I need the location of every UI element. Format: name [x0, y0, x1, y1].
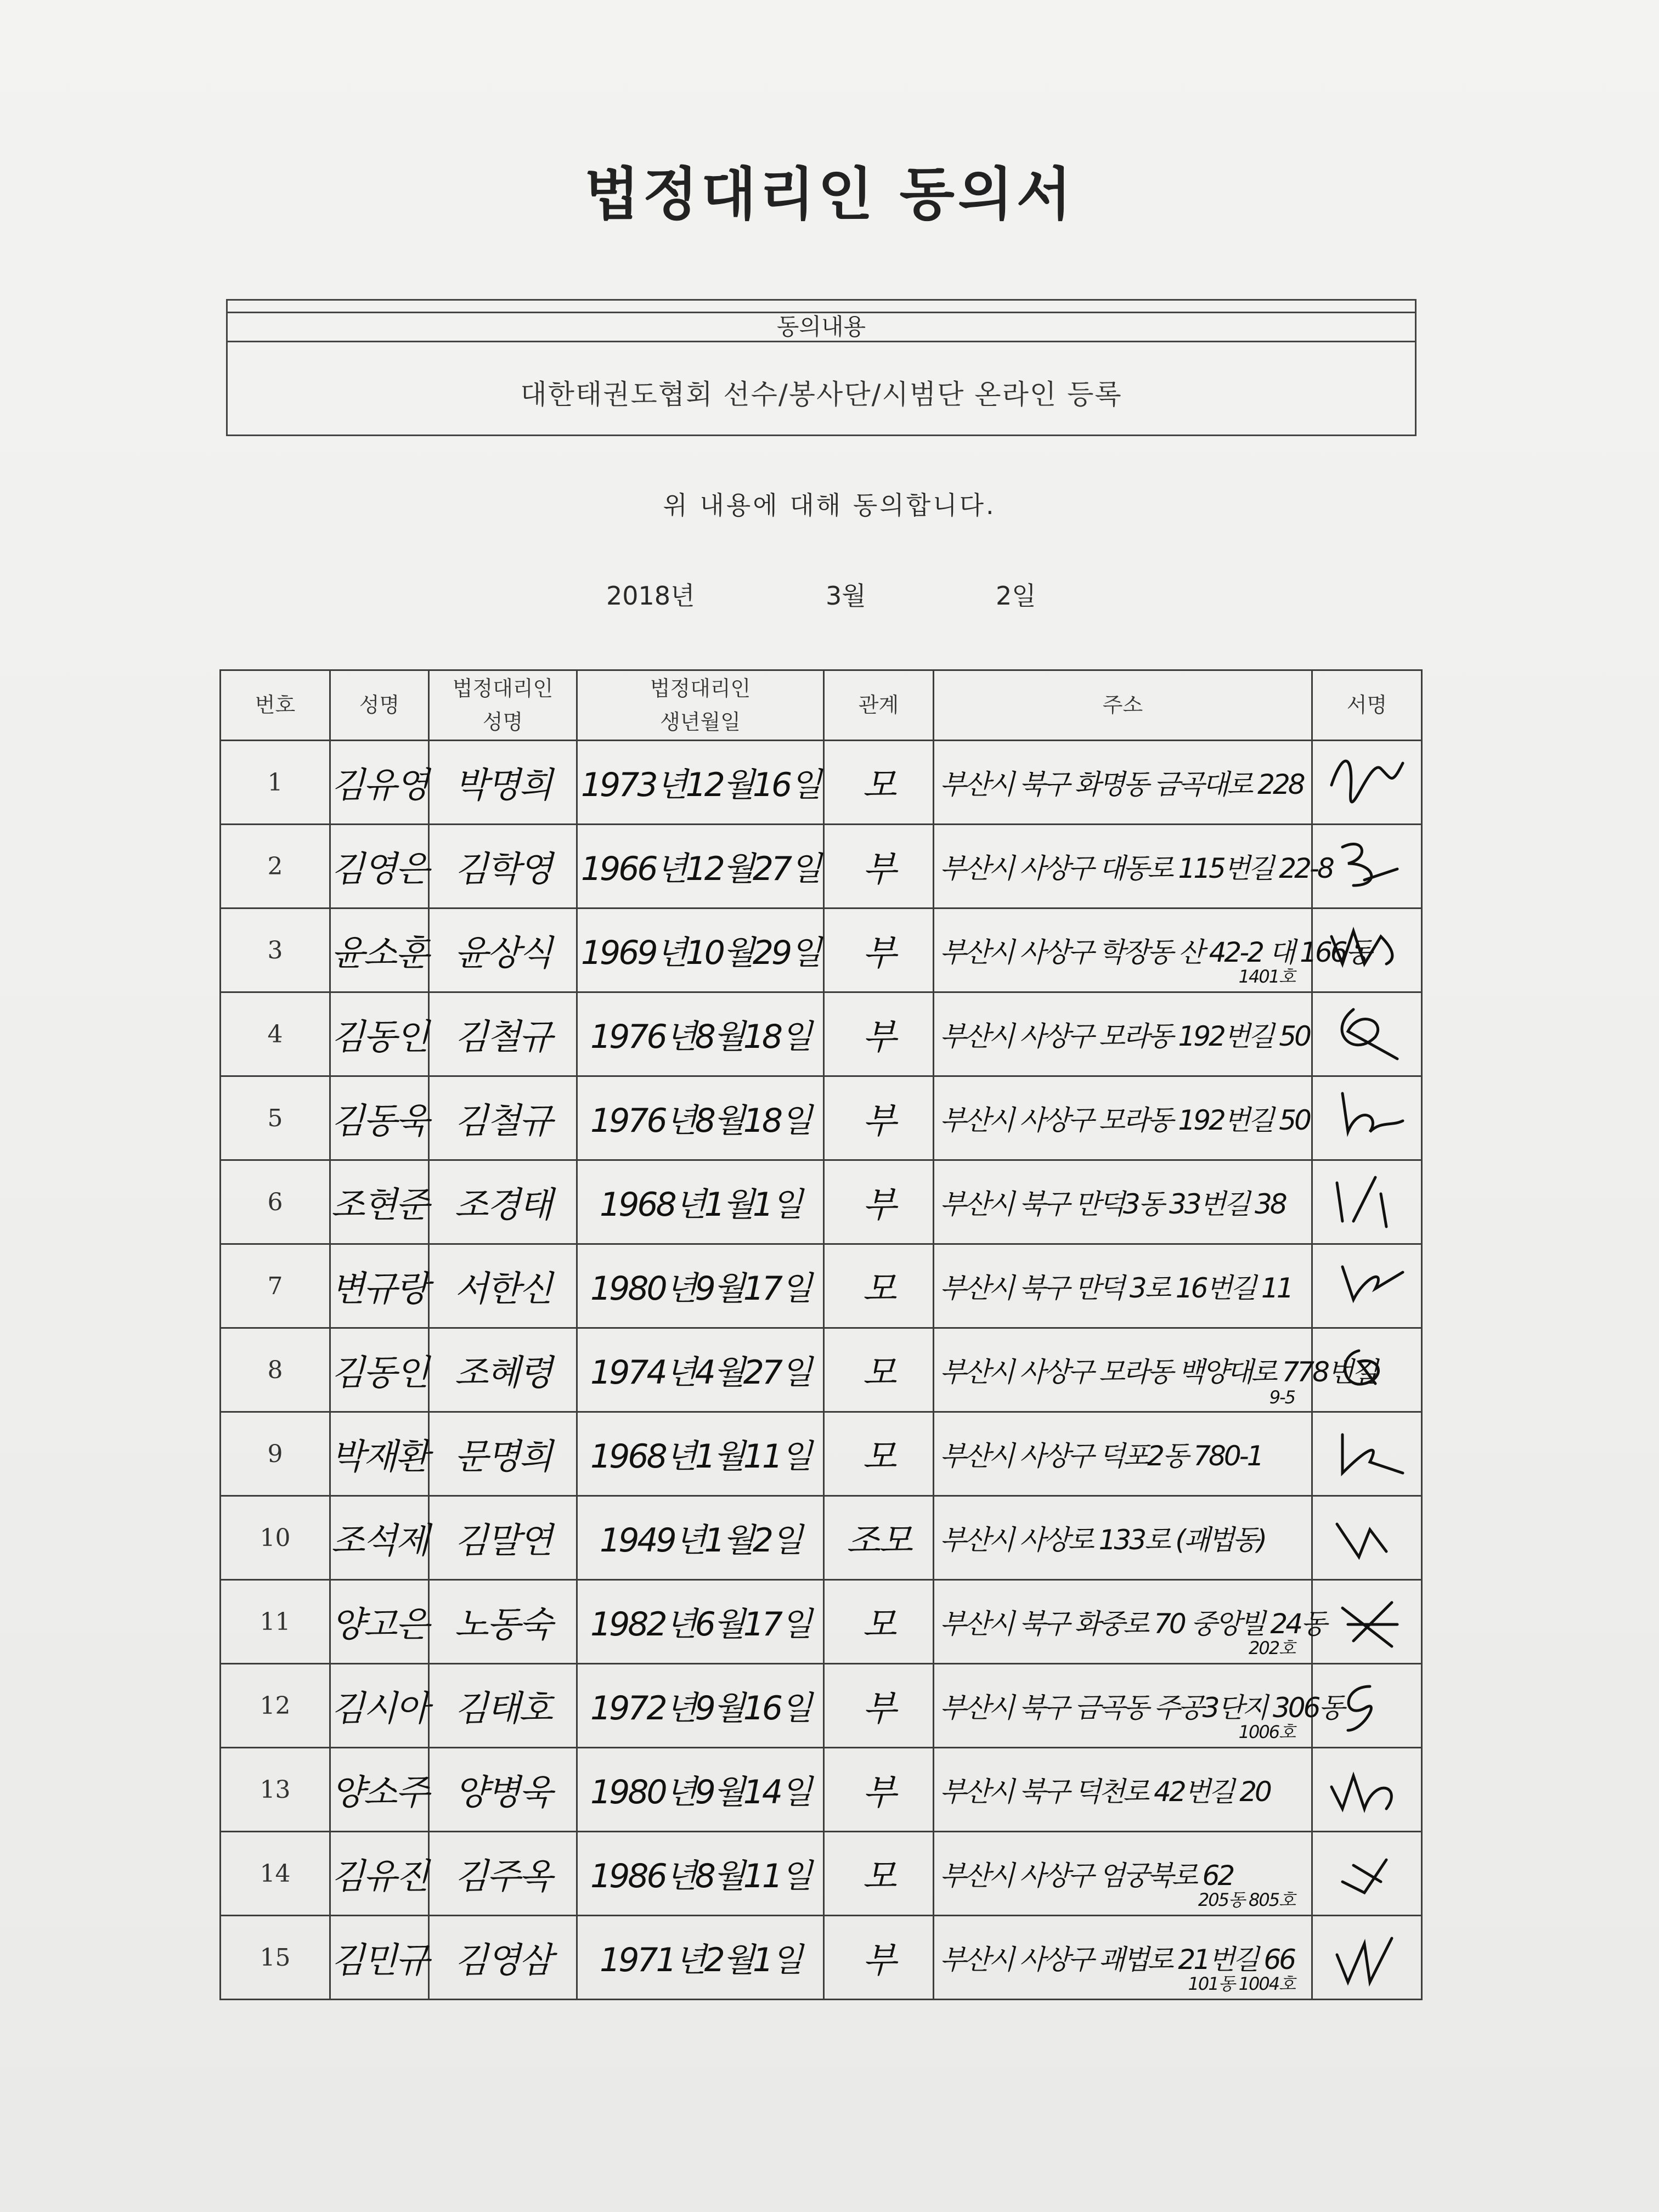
row-address: [934, 1412, 1312, 1496]
row-address: [934, 1076, 1312, 1160]
row-address-main: 부산시 사상구 모라동 192번길 50: [940, 1020, 1310, 1052]
signature-stroke: [1337, 1177, 1386, 1227]
row-address: [934, 1496, 1312, 1580]
row-number: 12: [221, 1664, 330, 1748]
consent-body: 대한태권도협회 선수/봉사단/시범단 온라인 등록: [520, 379, 1122, 410]
table-row: [221, 1076, 1422, 1160]
row-signature: [1312, 1244, 1422, 1328]
row-name: 양고은: [330, 1580, 429, 1664]
row-signature: [1312, 1916, 1422, 2000]
row-guardian-name: 김태호: [429, 1664, 577, 1748]
table-row: [221, 1664, 1422, 1748]
row-name: 윤소훈: [330, 909, 429, 992]
row-relation: 모: [824, 1328, 934, 1412]
row-guardian-name: 조혜령: [429, 1328, 577, 1412]
row-number: 14: [221, 1832, 330, 1916]
row-number: 3: [221, 909, 330, 992]
signature-stroke: [1342, 1602, 1397, 1646]
row-address-main: 부산시 사상구 덕포2동 780-1: [940, 1440, 1262, 1472]
handwritten-signature: [1321, 1586, 1414, 1657]
row-signature: [1312, 1496, 1422, 1580]
row-number: 9: [221, 1412, 330, 1496]
row-number: 10: [221, 1496, 330, 1580]
row-relation: 부: [824, 825, 934, 909]
row-address: [934, 825, 1333, 909]
row-guardian-name: 윤상식: [429, 909, 577, 992]
row-address: [934, 1328, 1376, 1412]
row-guardian-name: 김영삼: [429, 1916, 577, 2000]
row-address-sub: 1006호: [1238, 1722, 1295, 1742]
table-row: [221, 741, 1422, 825]
row-address-main: 부산시 사상구 학장동 산 42-2 대 166동: [940, 936, 1370, 968]
row-relation: 부: [824, 1664, 934, 1748]
row-relation: 모: [824, 1244, 934, 1328]
row-signature: [1312, 1748, 1422, 1832]
row-address: [934, 1748, 1312, 1832]
row-number: 5: [221, 1076, 330, 1160]
table-row: [221, 1580, 1422, 1664]
row-signature: [1312, 1412, 1422, 1496]
row-relation: 부: [824, 992, 934, 1076]
table-row: [221, 825, 1422, 909]
row-address-main: 부산시 사상구 모라동 192번길 50: [940, 1104, 1310, 1136]
signature-stroke: [1342, 1093, 1403, 1132]
header-signature: 서명: [1312, 670, 1422, 741]
handwritten-signature: [1321, 747, 1414, 818]
handwritten-signature: [1321, 1418, 1414, 1489]
row-address: [934, 1832, 1312, 1916]
row-guardian-birth: 1986년8월11일: [577, 1832, 824, 1916]
row-relation: 모: [824, 1412, 934, 1496]
signature-stroke: [1337, 1524, 1386, 1557]
row-name: 김영은: [330, 825, 429, 909]
row-name: 김민규: [330, 1916, 429, 2000]
table-row: [221, 1244, 1422, 1328]
guardian-table: [219, 669, 1423, 2000]
row-number: 2: [221, 825, 330, 909]
table-row: [221, 1916, 1422, 2000]
row-relation: 모: [824, 741, 934, 825]
row-name: 양소주: [330, 1748, 429, 1832]
table-row: [221, 1832, 1422, 1916]
row-address-main: 부산시 북구 만덕3동 33번길 38: [940, 1188, 1285, 1220]
row-guardian-birth: 1976년8월18일: [577, 992, 824, 1076]
row-guardian-birth: 1974년4월27일: [577, 1328, 824, 1412]
row-relation: 부: [824, 1916, 934, 2000]
row-number: 1: [221, 741, 330, 825]
row-name: 김동인: [330, 992, 429, 1076]
row-signature: [1312, 1580, 1422, 1664]
date-year: 2018년: [606, 581, 695, 611]
row-name: 김동욱: [330, 1076, 429, 1160]
table-row: [221, 1328, 1422, 1412]
table-row: [221, 909, 1422, 992]
row-address: [934, 1664, 1343, 1748]
consent-header: 동의내용: [228, 312, 1415, 342]
handwritten-signature: [1321, 1922, 1414, 1993]
row-address: [934, 1160, 1312, 1244]
row-number: 7: [221, 1244, 330, 1328]
row-relation: 부: [824, 1076, 934, 1160]
row-relation: 조모: [824, 1496, 934, 1580]
handwritten-signature: [1321, 1502, 1414, 1573]
row-signature: [1312, 1076, 1422, 1160]
row-address-main: 부산시 사상로 133로 (괘법동): [940, 1524, 1266, 1556]
row-address: [934, 1580, 1325, 1664]
row-guardian-birth: 1949년1월2일: [577, 1496, 824, 1580]
row-guardian-birth: 1980년9월14일: [577, 1748, 824, 1832]
row-address-sub: 9-5: [1269, 1387, 1295, 1408]
signature-stroke: [1337, 1938, 1392, 1982]
row-number: 8: [221, 1328, 330, 1412]
consent-box: [226, 299, 1417, 436]
row-name: 변규랑: [330, 1244, 429, 1328]
row-address-main: 부산시 사상구 모라동 백양대로 778번길: [940, 1356, 1376, 1388]
row-address-sub: 202호: [1249, 1638, 1295, 1658]
row-name: 조석제: [330, 1496, 429, 1580]
row-guardian-birth: 1971년2월1일: [577, 1916, 824, 2000]
header-guardian-birth: 법정대리인 생년월일: [577, 670, 824, 741]
row-relation: 부: [824, 1748, 934, 1832]
row-address: [934, 1244, 1312, 1328]
row-address-main: 부산시 사상구 엄궁북로 62: [940, 1860, 1233, 1892]
row-guardian-birth: 1972년9월16일: [577, 1664, 824, 1748]
header-guardian-name: 법정대리인 성명: [429, 670, 577, 741]
row-address-main: 부산시 북구 덕천로 42번길 20: [940, 1776, 1270, 1808]
table-header-row: [221, 670, 1422, 741]
row-number: 11: [221, 1580, 330, 1664]
agree-statement: 위 내용에 대해 동의합니다.: [663, 490, 996, 520]
header-no: 번호: [221, 670, 330, 741]
row-address-sub: 1401호: [1238, 966, 1295, 987]
row-address: [934, 909, 1370, 992]
row-signature: [1312, 1160, 1422, 1244]
handwritten-signature: [1321, 1754, 1414, 1825]
row-guardian-birth: 1982년6월17일: [577, 1580, 824, 1664]
row-guardian-birth: 1973년12월16일: [577, 741, 824, 825]
row-address: [934, 992, 1312, 1076]
row-address-main: 부산시 북구 화중로 70 중앙빌 24동: [940, 1608, 1325, 1640]
signature-stroke: [1348, 1686, 1371, 1730]
row-name: 김시아: [330, 1664, 429, 1748]
row-guardian-name: 김철규: [429, 1076, 577, 1160]
signature-stroke: [1342, 1860, 1386, 1893]
handwritten-signature: [1321, 1082, 1414, 1154]
row-relation: 모: [824, 1580, 934, 1664]
table-row: [221, 1748, 1422, 1832]
row-guardian-name: 양병욱: [429, 1748, 577, 1832]
row-guardian-name: 박명희: [429, 741, 577, 825]
table-row: [221, 992, 1422, 1076]
handwritten-signature: [1321, 831, 1414, 902]
date-month: 3월: [826, 581, 866, 611]
row-address: [934, 1916, 1312, 2000]
header-relation: 관계: [824, 670, 934, 741]
row-relation: 부: [824, 909, 934, 992]
table-row: [221, 1160, 1422, 1244]
row-signature: [1312, 992, 1422, 1076]
row-guardian-birth: 1980년9월17일: [577, 1244, 824, 1328]
table-row: [221, 1496, 1422, 1580]
row-guardian-name: 조경태: [429, 1160, 577, 1244]
row-guardian-name: 서한신: [429, 1244, 577, 1328]
handwritten-signature: [1321, 1250, 1414, 1322]
date-day: 2일: [996, 581, 1036, 611]
signature-stroke: [1342, 844, 1397, 885]
row-address-sub: 205동 805호: [1198, 1889, 1295, 1910]
row-guardian-birth: 1969년10월29일: [577, 909, 824, 992]
row-guardian-name: 문명희: [429, 1412, 577, 1496]
row-guardian-name: 김학영: [429, 825, 577, 909]
row-guardian-name: 김주옥: [429, 1832, 577, 1916]
row-relation: 모: [824, 1832, 934, 1916]
handwritten-signature: [1321, 1838, 1414, 1909]
row-number: 6: [221, 1160, 330, 1244]
row-number: 13: [221, 1748, 330, 1832]
row-relation: 부: [824, 1160, 934, 1244]
row-address-main: 부산시 북구 만덕 3로 16번길 11: [940, 1272, 1292, 1304]
row-name: 김유진: [330, 1832, 429, 1916]
handwritten-signature: [1321, 998, 1414, 1070]
row-address-main: 부산시 북구 금곡동 주공3단지 306동: [940, 1692, 1343, 1724]
row-address-main: 부산시 사상구 괘법로 21번길 66: [940, 1944, 1295, 1976]
row-guardian-birth: 1968년1월11일: [577, 1412, 824, 1496]
row-address-main: 부산시 북구 화명동 금곡대로 228: [940, 769, 1304, 800]
row-address-sub: 101동 1004호: [1188, 1973, 1295, 1994]
signature-stroke: [1331, 1776, 1391, 1809]
row-guardian-birth: 1968년1월1일: [577, 1160, 824, 1244]
signature-stroke: [1342, 1435, 1403, 1473]
handwritten-signature: [1321, 1166, 1414, 1238]
header-name: 성명: [330, 670, 429, 741]
row-signature: [1312, 741, 1422, 825]
row-number: 15: [221, 1916, 330, 2000]
row-name: 김동인: [330, 1328, 429, 1412]
row-guardian-name: 김철규: [429, 992, 577, 1076]
row-name: 박재환: [330, 1412, 429, 1496]
row-name: 김유영: [330, 741, 429, 825]
signature-stroke: [1342, 1009, 1397, 1059]
row-address-main: 부산시 사상구 대동로 115번길 22-8: [940, 853, 1333, 884]
row-signature: [1312, 1832, 1422, 1916]
row-address: [934, 741, 1312, 825]
signature-stroke: [1342, 1267, 1403, 1300]
row-guardian-name: 김말연: [429, 1496, 577, 1580]
row-guardian-name: 노동숙: [429, 1580, 577, 1664]
row-guardian-birth: 1966년12월27일: [577, 825, 824, 909]
row-name: 조현준: [330, 1160, 429, 1244]
header-address: 주소: [934, 670, 1312, 741]
signature-stroke: [1331, 761, 1403, 802]
row-guardian-birth: 1976년8월18일: [577, 1076, 824, 1160]
table-row: [221, 1412, 1422, 1496]
row-number: 4: [221, 992, 330, 1076]
document-title: 법정대리인 동의서: [584, 161, 1075, 228]
